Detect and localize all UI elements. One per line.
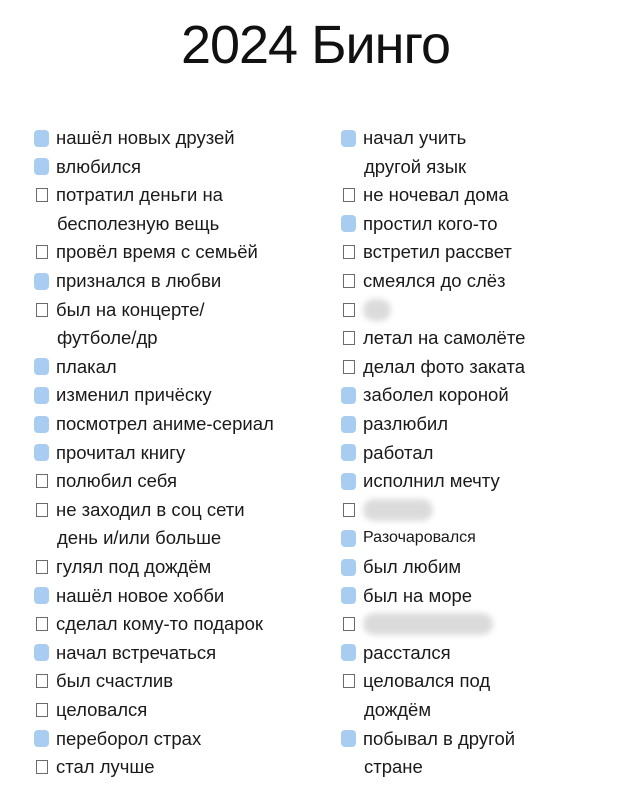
bingo-item-label: был на концерте/: [56, 298, 205, 320]
bingo-item-label: побывал в другой: [363, 727, 516, 749]
page-title: 2024 Бинго: [180, 15, 451, 75]
bingo-item[interactable]: [343, 725, 515, 753]
bingo-item-label: признался в любви: [56, 270, 222, 291]
bingo-item[interactable]: [36, 553, 211, 581]
bingo-item[interactable]: [343, 610, 363, 638]
bingo-item[interactable]: [343, 582, 472, 610]
bingo-item-label: изменил причёску: [56, 384, 212, 406]
checkbox-icon[interactable]: [343, 617, 355, 631]
bingo-item-label: влюбился: [56, 155, 142, 177]
bingo-item-label: Разочаровался: [363, 529, 476, 547]
checkbox-icon[interactable]: [343, 674, 355, 688]
checkbox-icon[interactable]: [36, 674, 48, 688]
bingo-item-label: целовался: [56, 699, 148, 720]
bingo-item[interactable]: [36, 153, 141, 181]
checkbox-checked-icon[interactable]: [341, 387, 356, 404]
checkbox-checked-icon[interactable]: [34, 130, 49, 147]
bingo-item[interactable]: [36, 753, 155, 781]
bingo-item-label: стал лучше: [56, 756, 155, 778]
bingo-item-label: начал встречаться: [56, 641, 217, 663]
checkbox-icon[interactable]: [36, 245, 48, 259]
checkbox-checked-icon[interactable]: [341, 644, 356, 661]
bingo-item[interactable]: [343, 524, 476, 552]
bingo-item-label: целовался под: [363, 670, 491, 692]
bingo-item[interactable]: [36, 410, 274, 438]
bingo-item-label: заболел короной: [363, 384, 509, 406]
bingo-item-label-continued: бесполезную вещь: [57, 212, 220, 234]
bingo-item[interactable]: [36, 610, 263, 638]
checkbox-checked-icon[interactable]: [341, 587, 356, 604]
bingo-item-label: разлюбил: [363, 413, 449, 434]
bingo-item-label: начал учить: [363, 127, 467, 148]
bingo-item[interactable]: [36, 381, 212, 409]
bingo-item-label: нашёл новое хобби: [56, 584, 225, 606]
bingo-item-label-continued: футболе/др: [57, 327, 158, 349]
bingo-item[interactable]: [343, 496, 363, 524]
bingo-item[interactable]: [36, 696, 147, 724]
bingo-item[interactable]: [343, 210, 498, 238]
bingo-item[interactable]: [343, 410, 448, 438]
bingo-item[interactable]: [343, 181, 509, 209]
checkbox-icon[interactable]: [343, 188, 355, 202]
blurred-text: [363, 499, 433, 521]
checkbox-checked-icon[interactable]: [34, 158, 49, 175]
bingo-item-label: делал фото заката: [363, 355, 525, 377]
bingo-item-label: был на море: [363, 584, 473, 606]
bingo-item[interactable]: [36, 238, 258, 266]
bingo-item[interactable]: [343, 467, 500, 495]
bingo-item-label: был счастлив: [56, 670, 174, 692]
bingo-item-label: летал на самолёте: [363, 327, 526, 349]
checkbox-checked-icon[interactable]: [34, 587, 49, 604]
bingo-item[interactable]: [343, 353, 525, 381]
bingo-item[interactable]: [343, 381, 509, 409]
checkbox-checked-icon[interactable]: [34, 730, 49, 747]
bingo-item[interactable]: [343, 324, 525, 352]
bingo-item[interactable]: [343, 124, 466, 152]
bingo-item-label: простил кого-то: [363, 212, 498, 234]
bingo-item-label: сделал кому-то подарок: [56, 613, 264, 635]
bingo-item[interactable]: [343, 267, 506, 295]
checkbox-checked-icon[interactable]: [341, 444, 356, 461]
bingo-item-label: плакал: [56, 355, 117, 377]
bingo-item[interactable]: [36, 725, 201, 753]
checkbox-checked-icon[interactable]: [34, 358, 49, 375]
checkbox-icon[interactable]: [36, 474, 48, 488]
checkbox-icon[interactable]: [343, 503, 355, 517]
bingo-item-label: полюбил себя: [56, 470, 177, 492]
bingo-item[interactable]: [36, 296, 205, 324]
bingo-item-label: не заходил в соц сети: [56, 498, 245, 520]
bingo-item-label: переборол страх: [56, 727, 202, 749]
checkbox-checked-icon[interactable]: [34, 416, 49, 433]
checkbox-checked-icon[interactable]: [34, 273, 49, 290]
checkbox-checked-icon[interactable]: [341, 730, 356, 747]
bingo-item[interactable]: [36, 582, 224, 610]
checkbox-checked-icon[interactable]: [341, 416, 356, 433]
checkbox-icon[interactable]: [343, 245, 355, 259]
bingo-item[interactable]: [36, 639, 216, 667]
bingo-item-label: гулял под дождём: [56, 556, 212, 577]
bingo-item-label: исполнил мечту: [363, 470, 500, 492]
bingo-item[interactable]: [343, 439, 433, 467]
checkbox-icon[interactable]: [36, 617, 48, 631]
bingo-item-label: расстался: [363, 641, 451, 663]
checkbox-icon[interactable]: [36, 560, 48, 574]
checkbox-icon[interactable]: [36, 703, 48, 717]
checkbox-checked-icon[interactable]: [34, 387, 49, 404]
bingo-item-label: встретил рассвет: [363, 241, 512, 263]
bingo-item-label-continued: дождём: [364, 699, 432, 720]
checkbox-icon[interactable]: [343, 303, 355, 317]
bingo-item-label-continued: стране: [364, 756, 423, 778]
bingo-item[interactable]: [36, 439, 185, 467]
bingo-item[interactable]: [36, 267, 221, 295]
checkbox-icon[interactable]: [36, 188, 48, 202]
checkbox-icon[interactable]: [36, 760, 48, 774]
checkbox-checked-icon[interactable]: [341, 130, 356, 147]
checkbox-checked-icon[interactable]: [341, 215, 356, 232]
bingo-item-label: прочитал книгу: [56, 441, 186, 463]
bingo-item[interactable]: [36, 667, 173, 695]
bingo-item-label: работал: [363, 441, 434, 463]
bingo-item-label: не ночевал дома: [363, 184, 509, 206]
blurred-text: [363, 613, 493, 635]
bingo-item-label: провёл время с семьёй: [56, 241, 258, 263]
bingo-item-label: посмотрел аниме-сериал: [56, 413, 274, 434]
bingo-item[interactable]: [36, 467, 177, 495]
checkbox-checked-icon[interactable]: [34, 644, 49, 661]
bingo-item[interactable]: [343, 639, 451, 667]
checkbox-checked-icon[interactable]: [341, 473, 356, 490]
bingo-item[interactable]: [343, 667, 490, 695]
blurred-text: [363, 299, 391, 321]
bingo-item[interactable]: [36, 353, 117, 381]
bingo-item[interactable]: [343, 296, 363, 324]
checkbox-icon[interactable]: [36, 303, 48, 317]
bingo-item[interactable]: [36, 181, 223, 209]
checkbox-checked-icon[interactable]: [34, 444, 49, 461]
checkbox-icon[interactable]: [343, 360, 355, 374]
bingo-item[interactable]: [36, 496, 245, 524]
checkbox-checked-icon[interactable]: [341, 530, 356, 547]
bingo-item[interactable]: [343, 238, 512, 266]
checkbox-icon[interactable]: [343, 274, 355, 288]
bingo-item[interactable]: [36, 124, 235, 152]
checkbox-icon[interactable]: [36, 503, 48, 517]
checkbox-checked-icon[interactable]: [341, 559, 356, 576]
bingo-item-label: нашёл новых друзей: [56, 127, 235, 148]
bingo-item-label: был любим: [363, 556, 462, 577]
bingo-item[interactable]: [343, 553, 461, 581]
bingo-item-label: смеялся до слёз: [363, 270, 506, 291]
checkbox-icon[interactable]: [343, 331, 355, 345]
bingo-item-label-continued: день и/или больше: [57, 527, 222, 549]
bingo-item-label-continued: другой язык: [364, 155, 467, 177]
bingo-item-label: потратил деньги на: [56, 184, 223, 206]
